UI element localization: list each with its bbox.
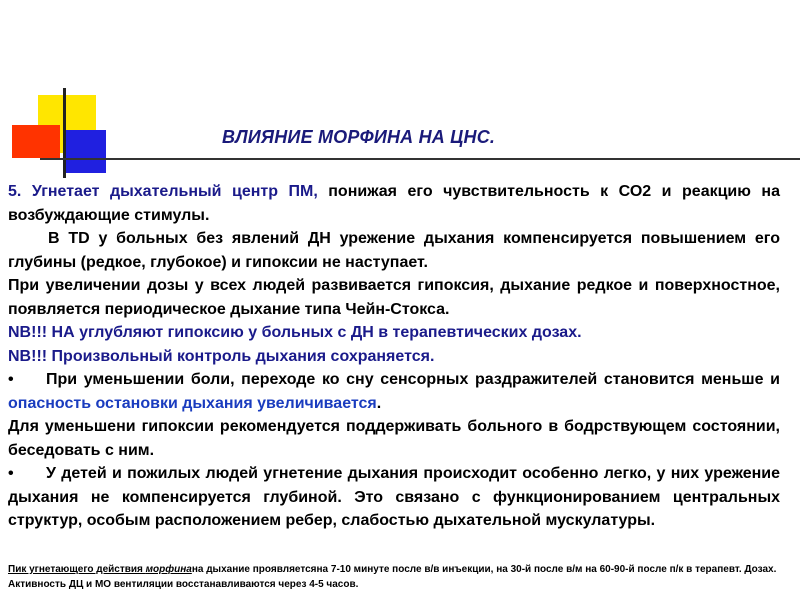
bullet-1-end: . <box>376 394 382 412</box>
bullet-1-highlight: опасность остановки дыхания увеличивается <box>8 394 377 412</box>
paragraph-1 <box>8 180 780 227</box>
bullet-1-text: При уменьшении боли, переходе ко сну сенсорных раздражителей становится меньше и <box>46 371 780 388</box>
paragraph-1-rest: понижая его чувствительность к СО2 и реакцию на возбуждающие стимулы. <box>8 183 780 224</box>
title-divider <box>40 158 800 160</box>
paragraph-1-lead: 5. Угнетает дыхательный центр ПМ, <box>8 183 318 200</box>
footnote-part-1: Пик угнетающего действия <box>8 564 146 575</box>
bullet-2-text: У детей и пожилых людей угнетение дыхания происходит особенно легко, у них урежение дыхания не компенсируется глубиной. Это связано с функционированием центральных структур, особым расположением ребер, слабостью дыхательной мускулатуры. <box>8 465 780 529</box>
footnote-part-3: на дыхание проявляетсяна 7-10 минуте после в/в инъекции, на 30-й после в/м на 60-90-й после п/к в терапевт. Дозах. Активность ДЦ и МО вентиляции восстанавливаются через 4-5 часов. <box>8 564 777 590</box>
blue-square <box>63 130 106 173</box>
paragraph-7: Для уменьшени гипоксии рекомендуется поддерживать больного в бодрствующем состоянии, беседовать с ним. <box>8 418 780 459</box>
note-1: NB!!! НА углубляют гипоксию у больных с ДН в терапевтических дозах. <box>8 324 582 341</box>
note-2: NB!!! Произвольный контроль дыхания сохраняется. <box>8 347 435 365</box>
footnote <box>8 562 783 592</box>
bullet-paragraph-1 <box>8 368 780 415</box>
slide-title: ВЛИЯНИЕ МОРФИНА НА ЦНС. <box>222 127 496 147</box>
bullet-mark: • <box>8 371 14 388</box>
paragraph-3: При увеличении дозы у всех людей развивается гипоксия, дыхание редкое и поверхностное, появляется периодическое дыхание типа Чейн-Стокса. <box>8 277 780 318</box>
bullet-mark: • <box>8 465 14 482</box>
vertical-line <box>63 88 66 178</box>
paragraph-2: В ТD у больных без явлений ДН урежение дыхания компенсируется повышением его глубины (редкое, глубокое) и гипоксии не наступает. <box>8 230 780 271</box>
bullet-paragraph-2 <box>8 462 780 533</box>
red-square <box>12 125 60 158</box>
footnote-part-2: морфина <box>145 564 192 575</box>
slide-body <box>8 180 780 533</box>
